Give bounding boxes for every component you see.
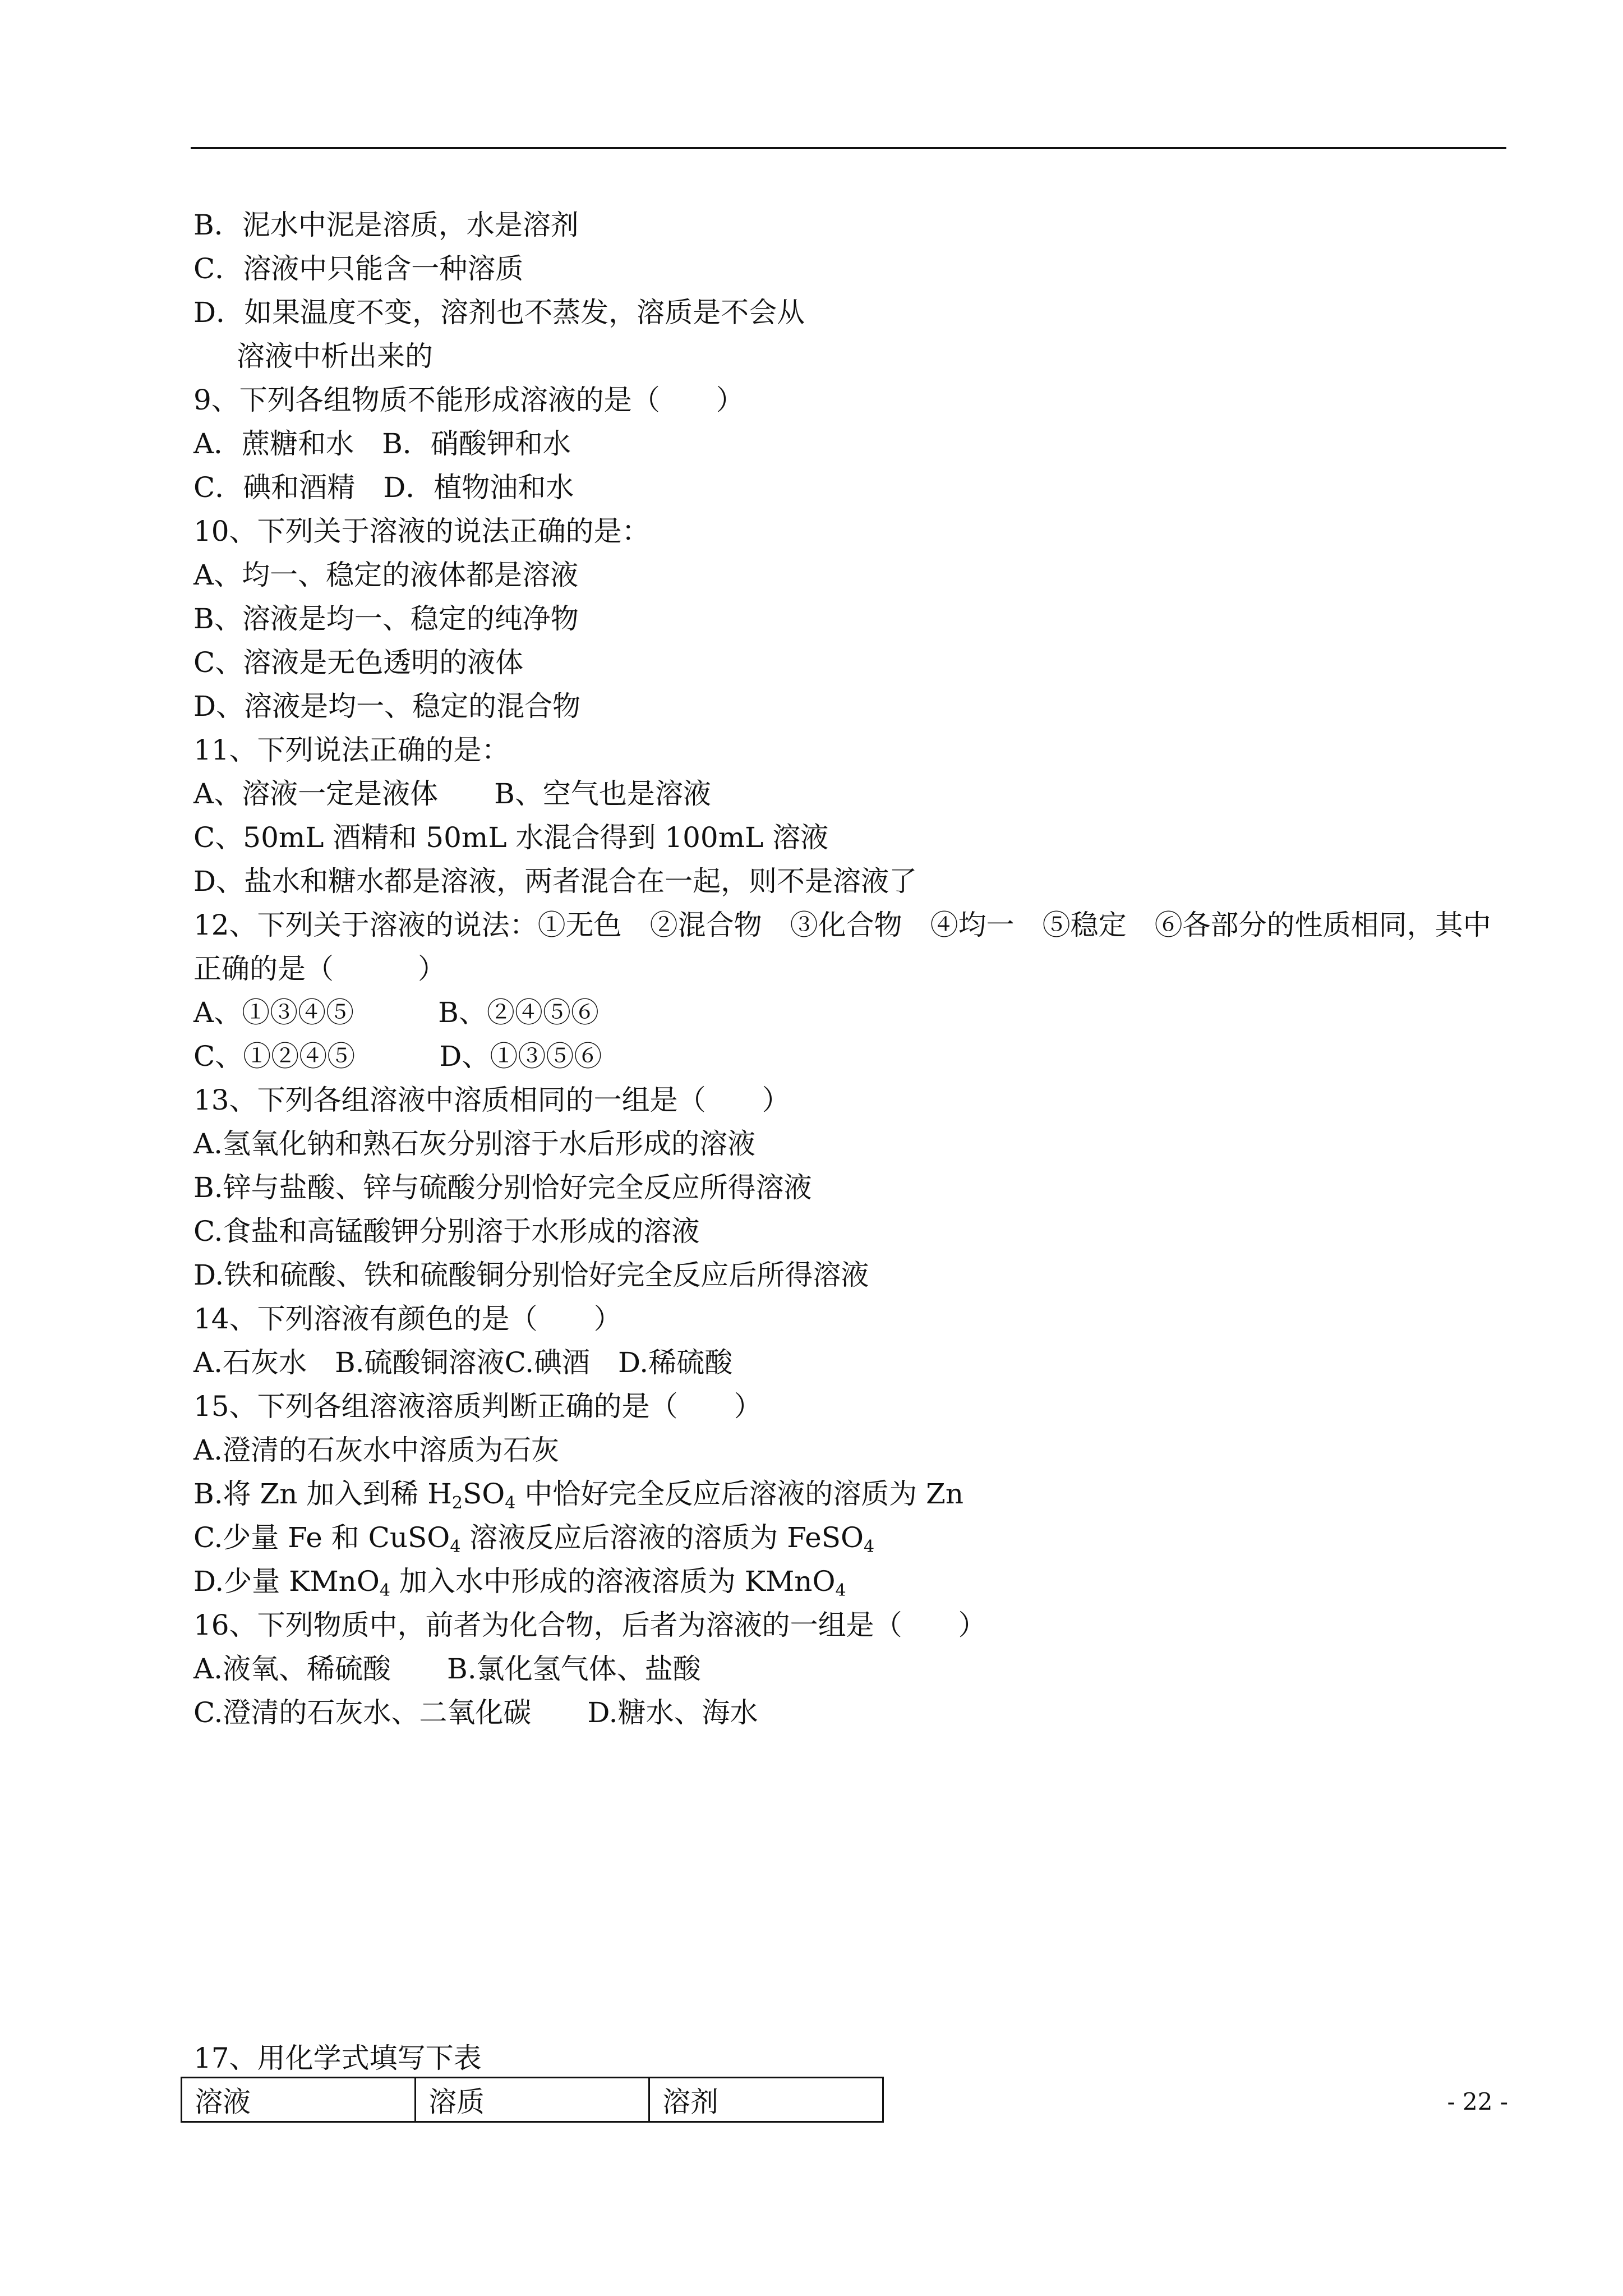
text-line: C.少量 Fe 和 CuSO$_4$ 溶液反应后溶液的溶质为 FeSO$_4$ <box>193 1521 875 1557</box>
table-header-row <box>182 2078 883 2122</box>
text-line: A.石灰水 B.硫酸铜溶液C.碘酒 D.稀硫酸 <box>193 1346 733 1379</box>
text-line: D.少量 KMnO$_4$ 加入水中形成的溶液溶质为 KMnO$_4$ <box>193 1565 846 1600</box>
text-line: A．蔗糖和水 B．硝酸钾和水 <box>193 427 571 460</box>
text-line: B、溶液是均一、稳定的纯净物 <box>193 602 579 635</box>
text-line: C、①②④⑤ D、①③⑤⑥ <box>193 1040 602 1073</box>
answer-table <box>181 2077 884 2123</box>
text-line: 13、下列各组溶液中溶质相同的一组是（ ） <box>193 1084 790 1116</box>
text-line: 9、下列各组物质不能形成溶液的是（ ） <box>193 384 744 416</box>
text-line: C．溶液中只能含一种溶质 <box>193 252 524 285</box>
text-line: 12、下列关于溶液的说法：①无色 ②混合物 ③化合物 ④均一 ⑤稳定 ⑥各部分的性质相同，其中 <box>193 909 1491 941</box>
text-line: C、50mL 酒精和 50mL 水混合得到 100mL 溶液 <box>193 821 829 854</box>
text-line: A.液氧、稀硫酸 B.氯化氢气体、盐酸 <box>193 1653 701 1685</box>
text-line: D.铁和硫酸、铁和硫酸铜分别恰好完全反应后所得溶液 <box>193 1259 869 1291</box>
question-17-prompt: 17、用化学式填写下表 <box>193 2042 482 2074</box>
text-line: D．如果温度不变，溶剂也不蒸发，溶质是不会从 <box>193 296 805 329</box>
text-line: A、①③④⑤ B、②④⑤⑥ <box>193 996 599 1029</box>
text-line: D、盐水和糖水都是溶液，两者混合在一起，则不是溶液了 <box>193 865 917 898</box>
text-line: 14、下列溶液有颜色的是（ ） <box>193 1303 622 1335</box>
text-line: C.食盐和高锰酸钾分别溶于水形成的溶液 <box>193 1215 700 1248</box>
text-line: 正确的是（ ） <box>193 953 446 985</box>
text-line: 16、下列物质中，前者为化合物，后者为溶液的一组是（ ） <box>193 1609 986 1641</box>
text-line: C、溶液是无色透明的液体 <box>193 646 524 679</box>
header-rule <box>191 147 1506 149</box>
text-line: B.锌与盐酸、锌与硫酸分别恰好完全反应所得溶液 <box>193 1171 812 1204</box>
text-line: 10、下列关于溶液的说法正确的是： <box>193 515 650 547</box>
text-line: C．碘和酒精 D．植物油和水 <box>193 471 574 504</box>
table-header-solvent: 溶剂 <box>649 2078 883 2122</box>
text-line: C.澄清的石灰水、二氧化碳 D.糖水、海水 <box>193 1696 758 1729</box>
text-line: B.将 Zn 加入到稀 $H_2SO_4$ 中恰好完全反应后溶液的溶质为 Zn <box>193 1478 964 1513</box>
text-line: B．泥水中泥是溶质，水是溶剂 <box>193 209 579 241</box>
table-header-solute: 溶质 <box>416 2078 649 2122</box>
text-line: A.澄清的石灰水中溶质为石灰 <box>193 1434 560 1466</box>
question-lines <box>193 203 1511 1734</box>
table-header-solution: 溶液 <box>182 2078 416 2122</box>
text-line: A、均一、稳定的液体都是溶液 <box>193 559 579 591</box>
text-line: A.氢氧化钠和熟石灰分别溶于水后形成的溶液 <box>193 1128 756 1160</box>
text-line: 溶液中析出来的 <box>237 340 433 372</box>
text-line: D、溶液是均一、稳定的混合物 <box>193 690 581 723</box>
page-number: - 22 - <box>1447 2088 1508 2115</box>
text-line: A、溶液一定是液体 B、空气也是溶液 <box>193 777 711 810</box>
text-line: 15、下列各组溶液溶质判断正确的是（ ） <box>193 1390 762 1423</box>
text-line: 11、下列说法正确的是： <box>193 734 510 766</box>
